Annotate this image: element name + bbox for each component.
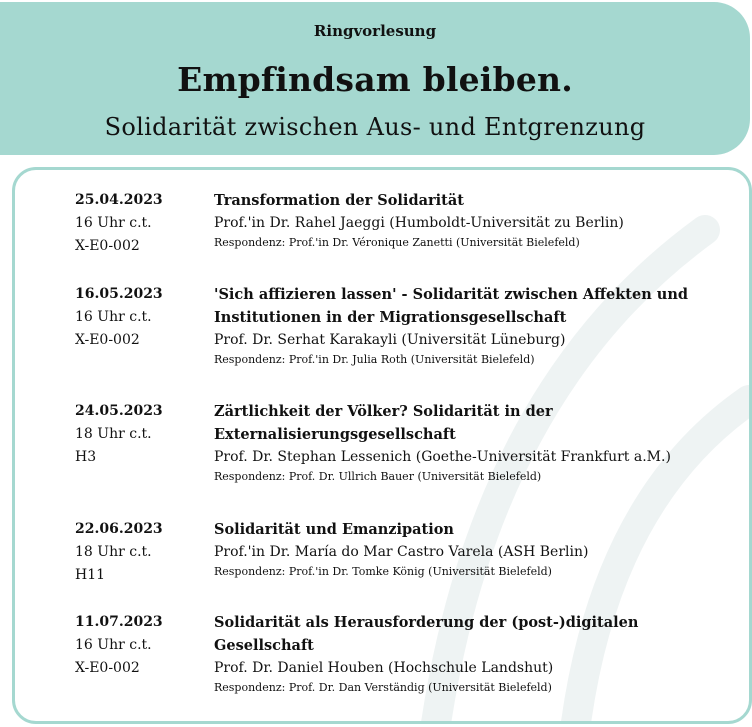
- event-time: 16 Uhr c.t.: [75, 215, 152, 231]
- event-date: 16.05.2023: [75, 286, 163, 302]
- event-title: 'Sich affizieren lassen' - Solidarität zwischen Affekten und Institutionen in der Migrationsgesellschaft: [214, 286, 689, 326]
- event-title: Zärtlichkeit der Völker? Solidarität in der Externalisierungsgesellschaft: [214, 403, 553, 443]
- event-title: Transformation der Solidarität: [214, 192, 464, 209]
- event-response: Respondenz: Prof.'in Dr. Tomke König (Universität Bielefeld): [214, 565, 552, 578]
- event-time: 18 Uhr c.t.: [75, 426, 152, 442]
- event-room: H11: [75, 567, 106, 583]
- page-subtitle: Solidarität zwischen Aus- und Entgrenzung: [104, 113, 646, 141]
- series-label: Ringvorlesung: [313, 22, 437, 40]
- event-date: 25.04.2023: [75, 192, 163, 208]
- header-banner: [0, 2, 750, 155]
- event-speaker: Prof. Dr. Serhat Karakayli (Universität Lüneburg): [214, 332, 566, 348]
- event-speaker: Prof.'in Dr. María do Mar Castro Varela (ASH Berlin): [214, 544, 589, 560]
- page-title: Empfindsam bleiben.: [177, 60, 573, 99]
- event-time: 18 Uhr c.t.: [75, 544, 152, 560]
- event-room: H3: [75, 449, 97, 465]
- event-title: Solidarität und Emanzipation: [214, 521, 454, 538]
- event-room: X-E0-002: [75, 238, 140, 254]
- event-date: 24.05.2023: [75, 403, 163, 419]
- event-room: X-E0-002: [75, 332, 140, 348]
- event-response: Respondenz: Prof.'in Dr. Julia Roth (Universität Bielefeld): [214, 353, 535, 366]
- event-date: 22.06.2023: [75, 521, 163, 537]
- event-response: Respondenz: Prof. Dr. Ullrich Bauer (Universität Bielefeld): [214, 470, 542, 483]
- event-speaker: Prof. Dr. Stephan Lessenich (Goethe-Universität Frankfurt a.M.): [214, 449, 671, 465]
- event-date: 11.07.2023: [75, 614, 163, 630]
- event-speaker: Prof. Dr. Daniel Houben (Hochschule Landshut): [214, 660, 554, 676]
- event-room: X-E0-002: [75, 660, 140, 676]
- event-title: Solidarität als Herausforderung der (post-)digitalen Gesellschaft: [214, 614, 639, 654]
- schedule-panel: [12, 167, 752, 724]
- event-speaker: Prof.'in Dr. Rahel Jaeggi (Humboldt-Universität zu Berlin): [214, 215, 624, 231]
- event-response: Respondenz: Prof.'in Dr. Véronique Zanetti (Universität Bielefeld): [214, 236, 580, 249]
- event-time: 16 Uhr c.t.: [75, 309, 152, 325]
- event-response: Respondenz: Prof. Dr. Dan Verständig (Universität Bielefeld): [214, 681, 552, 694]
- event-time: 16 Uhr c.t.: [75, 637, 152, 653]
